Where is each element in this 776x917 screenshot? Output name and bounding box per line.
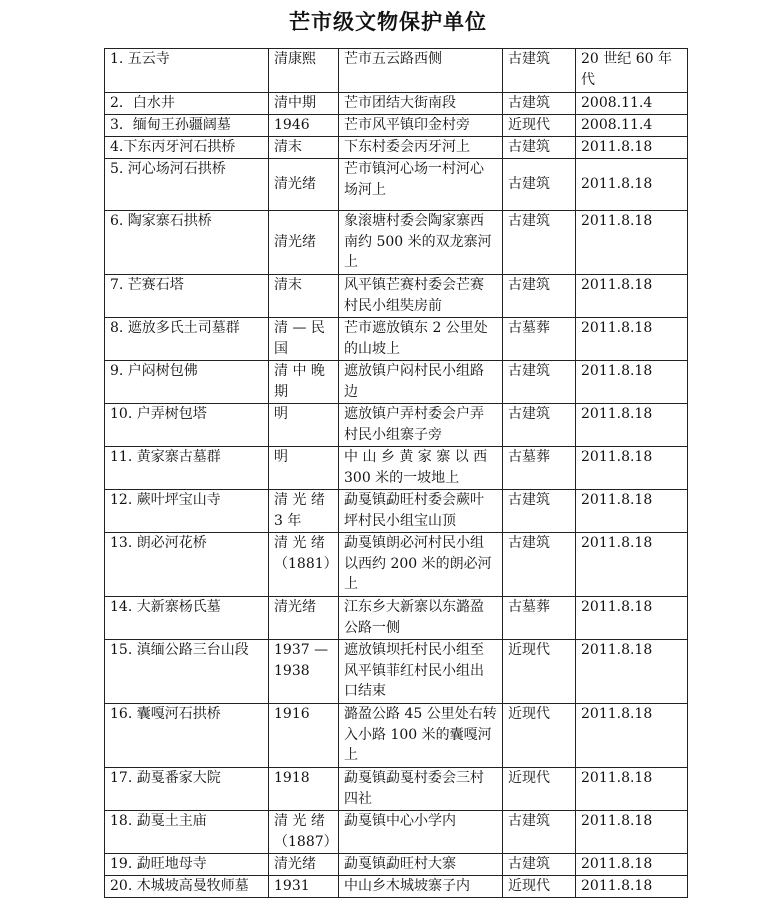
listing-date: 2011.8.18 [576,768,688,811]
site-category: 古建筑 [503,811,576,854]
site-era: 清 — 民国 [269,318,339,361]
site-name: 17. 勐戛番家大院 [105,768,269,811]
site-location: 芒市风平镇印金村旁 [339,115,503,137]
listing-date: 2011.8.18 [576,404,688,447]
table-row [105,704,688,768]
site-location: 芒市五云路西侧 [339,49,503,93]
table-row [105,876,688,898]
table-row [105,597,688,640]
site-location: 江东乡大新寨以东潞盈公路一侧 [339,597,503,640]
table-row [105,361,688,404]
site-location: 勐戛镇朗必河村民小组以西约 200 米的朗必河上 [339,533,503,597]
site-name: 14. 大新寨杨氏墓 [105,597,269,640]
site-name: 13. 朗必河花桥 [105,533,269,597]
site-category: 近现代 [503,704,576,768]
site-era: 清 光 绪（1887） [269,811,339,854]
site-category: 古建筑 [503,361,576,404]
site-location: 芒市遮放镇东 2 公里处的山坡上 [339,318,503,361]
site-category: 古建筑 [503,490,576,533]
listing-date: 2011.8.18 [576,854,688,876]
site-name: 10. 户弄树包塔 [105,404,269,447]
table-row [105,159,688,211]
site-name: 15. 滇缅公路三台山段 [105,640,269,704]
site-era: 清光绪 [269,597,339,640]
site-location: 下东村委会丙牙河上 [339,137,503,159]
table-row [105,490,688,533]
listing-date: 2011.8.18 [576,640,688,704]
site-name: 12. 蕨叶坪宝山寺 [105,490,269,533]
site-name: 4.下东丙牙河石拱桥 [105,137,269,159]
listing-date: 2011.8.18 [576,533,688,597]
table-row [105,404,688,447]
site-location: 中 山 乡 黄 家 寨 以 西 300 米的一坡地上 [339,447,503,490]
site-era: 清光绪 [269,854,339,876]
listing-date: 2011.8.18 [576,361,688,404]
listing-date: 2011.8.18 [576,811,688,854]
site-name: 18. 勐戛土主庙 [105,811,269,854]
table-row [105,447,688,490]
listing-date: 2011.8.18 [576,275,688,318]
site-era: 清 光 绪 3 年 [269,490,339,533]
table-row [105,811,688,854]
site-era: 清末 [269,137,339,159]
site-name: 1. 五云寺 [105,49,269,93]
site-location: 勐戛镇勐戛村委会三村四社 [339,768,503,811]
heritage-table [104,48,688,898]
site-category: 古墓葬 [503,318,576,361]
site-category: 近现代 [503,640,576,704]
site-category: 古建筑 [503,533,576,597]
site-name: 19. 勐旺地母寺 [105,854,269,876]
site-location: 芒市团结大街南段 [339,93,503,115]
listing-date: 2011.8.18 [576,159,688,211]
listing-date: 20 世纪 60 年代 [576,49,688,93]
site-category: 古建筑 [503,275,576,318]
site-location: 遮放镇坝托村民小组至风平镇菲红村民小组出口结束 [339,640,503,704]
site-name: 2．白水井 [105,93,269,115]
site-era: 1931 [269,876,339,898]
site-category: 古建筑 [503,159,576,211]
listing-date: 2011.8.18 [576,137,688,159]
table-row [105,768,688,811]
listing-date: 2008.11.4 [576,115,688,137]
site-category: 古建筑 [503,854,576,876]
site-location: 中山乡木城坡寨子内 [339,876,503,898]
table-row [105,115,688,137]
site-name: 7. 芒赛石塔 [105,275,269,318]
listing-date: 2011.8.18 [576,704,688,768]
table-row [105,533,688,597]
listing-date: 2011.8.18 [576,597,688,640]
listing-date: 2011.8.18 [576,318,688,361]
site-location: 勐戛镇中心小学内 [339,811,503,854]
listing-date: 2011.8.18 [576,211,688,275]
site-location: 风平镇芒赛村委会芒赛村民小组奘房前 [339,275,503,318]
site-name: 5. 河心场河石拱桥 [105,159,269,211]
site-category: 古建筑 [503,49,576,93]
site-name: 20. 木城坡高曼牧师墓 [105,876,269,898]
table-row [105,275,688,318]
table-row [105,49,688,93]
site-category: 古建筑 [503,137,576,159]
site-era: 明 [269,447,339,490]
site-era: 清光绪 [269,211,339,275]
table-row [105,137,688,159]
site-era: 1946 [269,115,339,137]
site-name: 6. 陶家寨石拱桥 [105,211,269,275]
table-row [105,93,688,115]
site-category: 近现代 [503,768,576,811]
site-name: 16. 囊嘎河石拱桥 [105,704,269,768]
listing-date: 2008.11.4 [576,93,688,115]
site-location: 遮放镇户弄村委会户弄村民小组寨子旁 [339,404,503,447]
site-era: 1916 [269,704,339,768]
site-era: 1937 — 1938 [269,640,339,704]
table-row [105,318,688,361]
site-category: 近现代 [503,876,576,898]
listing-date: 2011.8.18 [576,447,688,490]
site-name: 9. 户闷树包佛 [105,361,269,404]
site-location: 芒市镇河心场一村河心场河上 [339,159,503,211]
site-category: 古墓葬 [503,447,576,490]
site-era: 清中期 [269,93,339,115]
site-era: 清 光 绪（1881） [269,533,339,597]
site-era: 清康熙 [269,49,339,93]
site-name: 3．缅甸王孙疆阔墓 [105,115,269,137]
site-category: 古建筑 [503,404,576,447]
listing-date: 2011.8.18 [576,876,688,898]
site-location: 遮放镇户闷村民小组路边 [339,361,503,404]
table-row [105,640,688,704]
site-category: 古建筑 [503,211,576,275]
site-name: 11. 黄家寨古墓群 [105,447,269,490]
site-location: 潞盈公路 45 公里处右转入小路 100 米的囊嘎河上 [339,704,503,768]
page-title: 芒市级文物保护单位 [289,9,487,34]
site-era: 清光绪 [269,159,339,211]
site-category: 近现代 [503,115,576,137]
site-category: 古建筑 [503,93,576,115]
site-name: 8. 遮放多氏土司墓群 [105,318,269,361]
site-location: 象滚塘村委会陶家寨西南约 500 米的双龙寨河上 [339,211,503,275]
site-era: 1918 [269,768,339,811]
site-location: 勐戛镇勐旺村委会蕨叶坪村民小组宝山顶 [339,490,503,533]
site-location: 勐戛镇勐旺村大寨 [339,854,503,876]
site-era: 明 [269,404,339,447]
site-category: 古墓葬 [503,597,576,640]
site-era: 清 中 晚期 [269,361,339,404]
table-row [105,211,688,275]
table-row [105,854,688,876]
site-era: 清末 [269,275,339,318]
listing-date: 2011.8.18 [576,490,688,533]
